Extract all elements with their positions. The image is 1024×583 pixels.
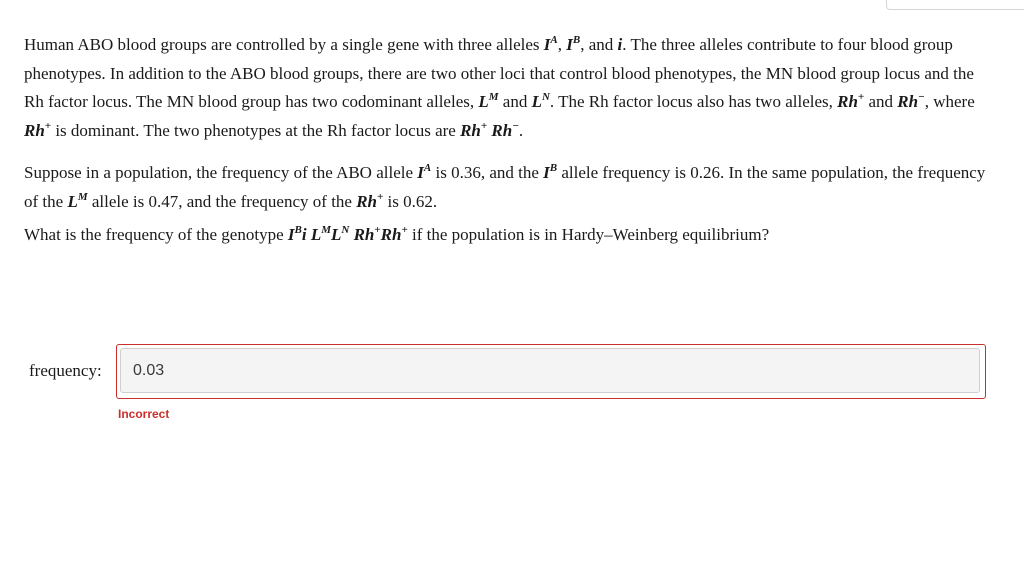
math-superscript: − <box>918 91 925 103</box>
math-symbol <box>356 192 383 211</box>
math-symbol <box>837 92 864 111</box>
math-base: I <box>417 163 424 182</box>
math-base: I <box>543 163 550 182</box>
math-superscript: M <box>488 91 499 103</box>
math-base: I <box>287 225 295 244</box>
text-segment: . <box>518 120 524 140</box>
math-base: i <box>301 225 307 244</box>
math-superscript: + <box>377 190 384 203</box>
answer-row <box>24 344 994 404</box>
text-segment: , and <box>580 35 618 54</box>
frequency-label: frequency: <box>29 361 102 380</box>
math-symbol <box>897 92 924 111</box>
math-symbol <box>417 163 431 182</box>
question-content <box>24 31 992 250</box>
math-superscript: M <box>321 224 331 236</box>
math-superscript: N <box>341 224 350 236</box>
math-superscript: + <box>44 119 52 132</box>
math-symbol <box>544 35 558 54</box>
math-superscript: A <box>550 34 558 46</box>
math-base: I <box>566 35 573 54</box>
math-base: L <box>531 92 542 111</box>
text-segment: is 0.36, and the <box>431 163 544 182</box>
math-superscript: + <box>401 224 408 236</box>
text-segment: if the population is in Hardy–Weinberg equilibrium? <box>407 225 770 244</box>
math-symbol <box>381 225 408 244</box>
math-symbol <box>311 225 331 244</box>
math-superscript: B <box>549 162 558 174</box>
math-base: Rh <box>380 225 402 244</box>
math-symbol <box>288 225 302 244</box>
math-symbol <box>491 121 518 140</box>
math-base: L <box>478 92 489 111</box>
math-base: i <box>617 35 623 54</box>
math-base: L <box>67 191 78 211</box>
math-symbol <box>532 92 550 111</box>
math-symbol <box>24 121 51 140</box>
text-segment: and <box>498 92 532 111</box>
math-superscript: − <box>512 119 519 132</box>
frequency-input[interactable] <box>120 348 980 393</box>
math-symbol <box>478 92 498 111</box>
math-base: Rh <box>837 92 858 111</box>
text-segment: and <box>864 92 898 111</box>
text-segment: What is the frequency of the genotype <box>24 225 288 244</box>
math-symbol <box>566 35 580 54</box>
math-base: Rh <box>491 120 513 140</box>
text-segment: . The Rh factor locus also has two alleles, <box>549 92 838 111</box>
math-base: Rh <box>460 120 481 140</box>
text-segment: Human ABO blood groups are controlled by a single gene with three alleles <box>24 35 544 54</box>
text-segment: . The three alleles contribute to four blood group phenotypes. In addition to the ABO blood groups, there are two other loci that control blood phenotypes, the MN blood group locus and the Rh factor locus. The MN blood group has two codominant alleles, <box>24 35 974 111</box>
math-base: I <box>543 35 551 54</box>
math-symbol <box>460 121 487 140</box>
math-base: Rh <box>356 191 378 211</box>
math-superscript: N <box>541 91 550 103</box>
question-paragraph-intro <box>24 31 992 145</box>
math-symbol <box>543 163 557 182</box>
text-segment: is 0.62. <box>383 191 438 211</box>
text-segment: is dominant. The two phenotypes at the Rh factor locus are <box>51 120 461 140</box>
math-symbol <box>354 225 381 244</box>
math-superscript: + <box>374 224 381 236</box>
top-corner-panel <box>886 0 1024 10</box>
math-superscript: B <box>294 224 302 236</box>
text-segment: allele is 0.47, and the frequency of the <box>87 191 357 211</box>
question-paragraph-prompt <box>24 221 992 250</box>
math-symbol <box>331 225 349 244</box>
math-base: Rh <box>24 120 45 140</box>
math-superscript: + <box>857 91 865 103</box>
math-superscript: M <box>77 190 88 203</box>
math-symbol <box>67 192 87 211</box>
incorrect-feedback: Incorrect <box>118 407 170 421</box>
math-superscript: + <box>480 119 488 132</box>
text-segment: Suppose in a population, the frequency of the ABO allele <box>24 163 418 182</box>
answer-field-wrapper <box>116 344 986 399</box>
math-superscript: B <box>572 34 581 46</box>
math-symbol <box>302 225 307 244</box>
question-paragraph-frequencies <box>24 159 992 216</box>
math-base: L <box>331 225 342 244</box>
text-segment: allele frequency is 0.26. In the same population, the frequency of the <box>24 163 986 211</box>
math-superscript: A <box>423 162 432 174</box>
text-segment: , <box>557 35 567 54</box>
math-base: L <box>310 225 322 244</box>
math-base: Rh <box>353 225 375 244</box>
text-segment: , where <box>924 92 975 111</box>
math-base: Rh <box>897 92 919 111</box>
